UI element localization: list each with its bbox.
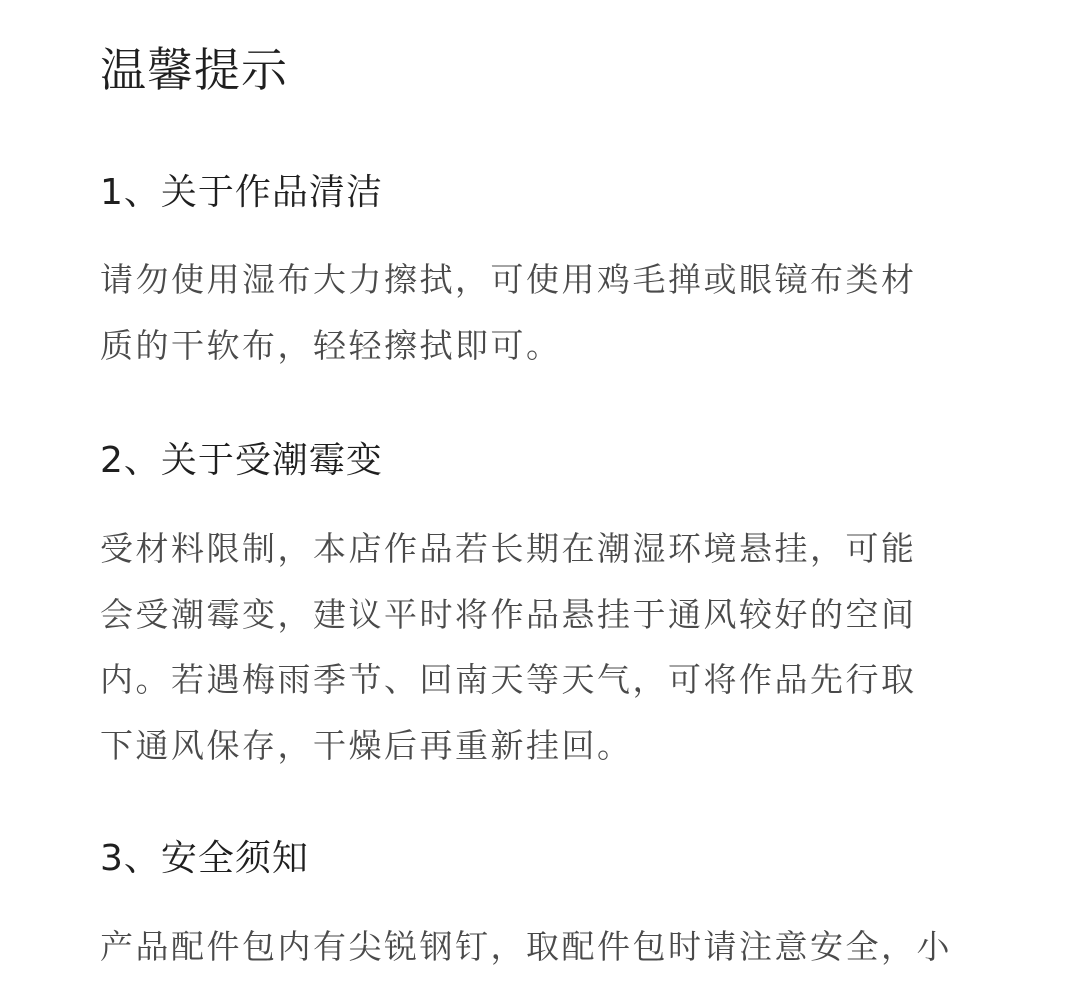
paragraph-line: 内。若遇梅雨季节、回南天等天气，可将作品先行取 [100, 660, 917, 699]
paragraph-line: 产品配件包内有尖锐钢钉，取配件包时请注意安全，小 [100, 927, 952, 966]
paragraph-line: 下通风保存，干燥后再重新挂回。 [100, 725, 633, 765]
page-title: 温馨提示 [100, 43, 288, 97]
section-heading-cleaning: 1、关于作品清洁 [100, 172, 383, 213]
section-heading-safety: 3、安全须知 [100, 838, 309, 879]
paragraph-line: 会受潮霉变，建议平时将作品悬挂于通风较好的空间 [100, 594, 917, 634]
section-body-moisture [100, 516, 1000, 778]
paragraph-line: 请勿使用湿布大力擦拭，可使用鸡毛掸或眼镜布类材 [100, 260, 917, 299]
paragraph-line: 受材料限制，本店作品若长期在潮湿环境悬挂，可能 [100, 529, 917, 568]
section-body-safety [100, 914, 1000, 980]
section-body-cleaning [100, 247, 1000, 378]
paragraph-line: 质的干软布，轻轻擦拭即可。 [100, 325, 562, 365]
section-heading-moisture: 2、关于受潮霉变 [100, 440, 383, 481]
